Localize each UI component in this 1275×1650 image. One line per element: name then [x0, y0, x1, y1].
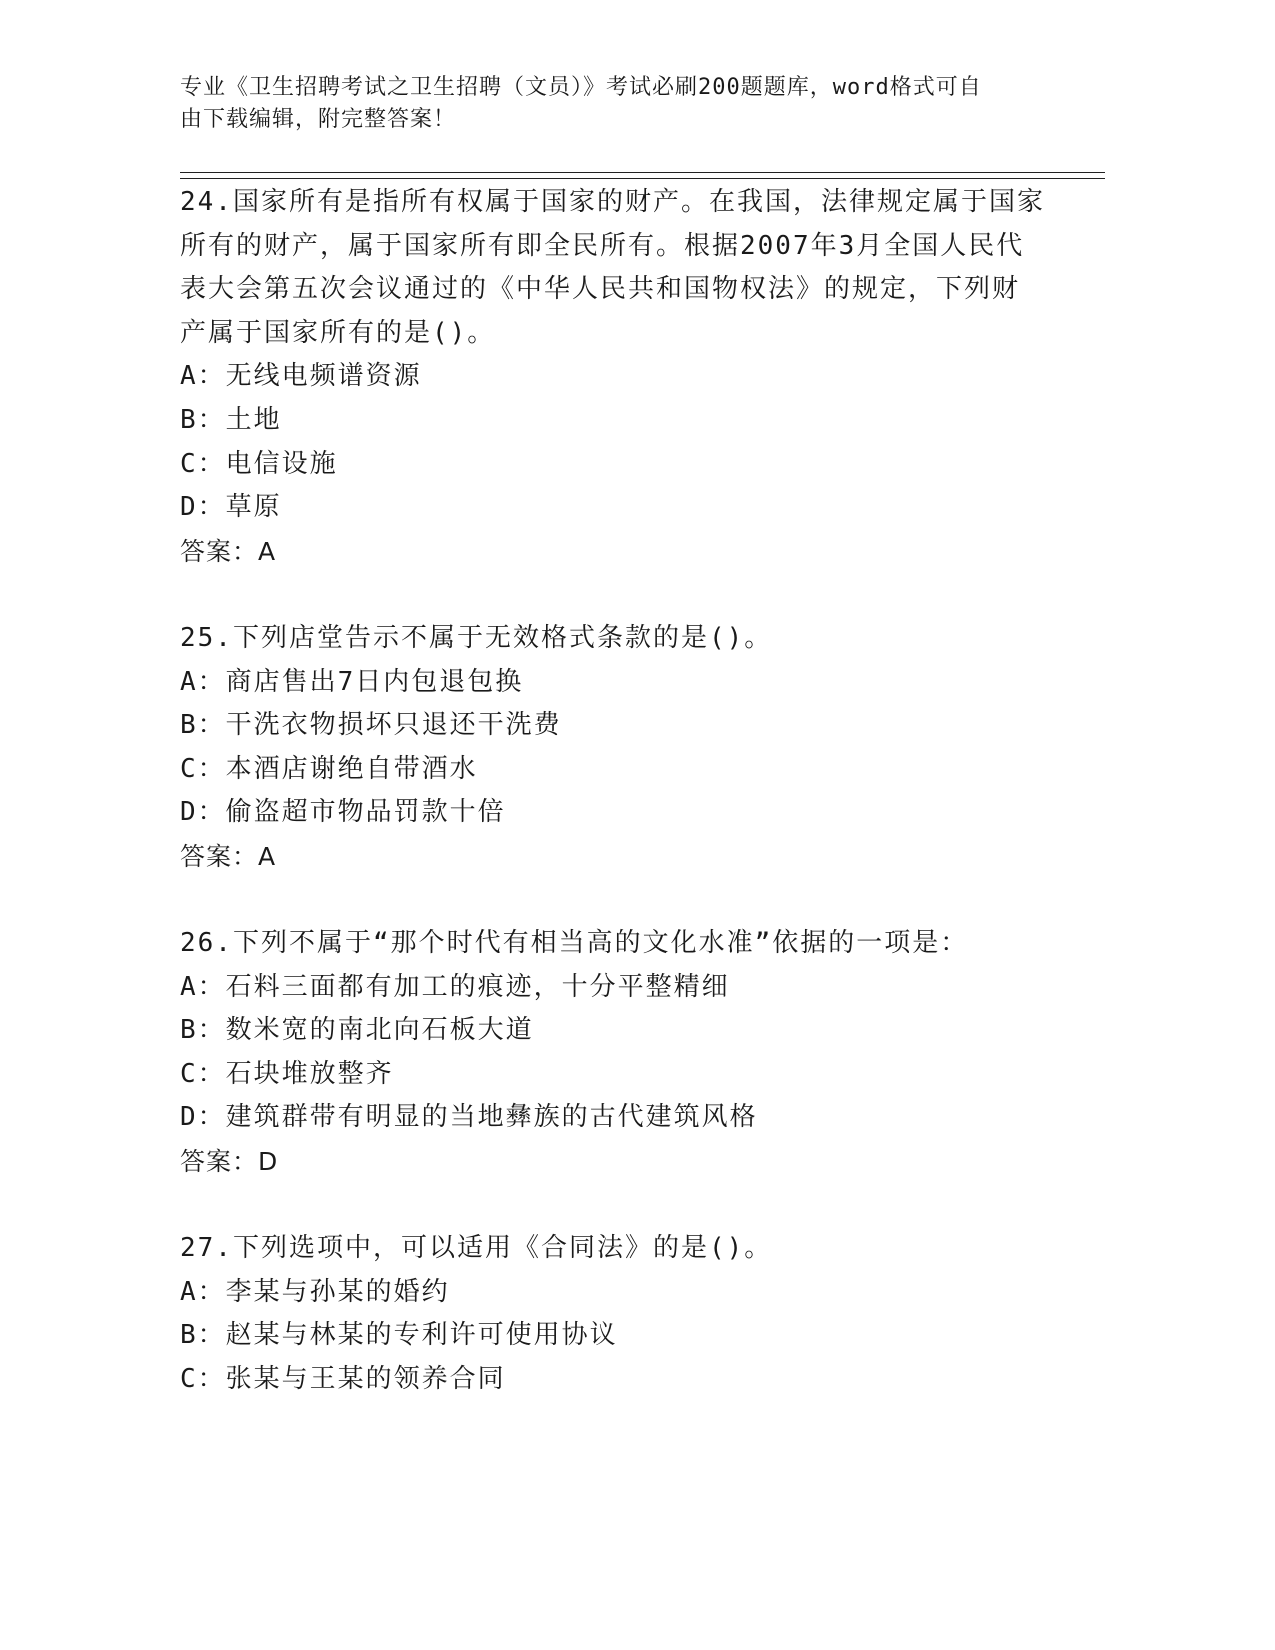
header-line-1: 专业《卫生招聘考试之卫生招聘（文员）》考试必刷200题题库，word格式可自 [180, 75, 982, 100]
stem-line: 产属于国家所有的是()。 [180, 317, 496, 348]
option-a: A：李某与孙某的婚约 [180, 1276, 450, 1307]
option-c: C：张某与王某的领养合同 [180, 1364, 506, 1395]
stem-line: 表大会第五次会议通过的《中华人民共和国物权法》的规定，下列财 [180, 274, 1021, 305]
option-b: B：数米宽的南北向石板大道 [180, 1015, 534, 1046]
option-b: B：赵某与林某的专利许可使用协议 [180, 1320, 618, 1351]
option-d: D：建筑群带有明显的当地彝族的古代建筑风格 [180, 1102, 758, 1133]
question-stem [180, 617, 1080, 661]
document-header [180, 72, 1040, 136]
answer-line: 答案：A [180, 841, 277, 871]
question-spacer [180, 573, 1080, 617]
stem-line: 25.下列店堂告示不属于无效格式条款的是()。 [180, 622, 773, 653]
stem-line: 26.下列不属于“那个时代有相当高的文化水准”依据的一项是： [180, 928, 969, 959]
question-27 [180, 1227, 1080, 1401]
answer-line: 答案：A [180, 536, 277, 566]
option-c: C：石块堆放整齐 [180, 1058, 394, 1089]
question-26 [180, 922, 1080, 1184]
option-b: B：干洗衣物损坏只退还干洗费 [180, 710, 562, 741]
question-24 [180, 181, 1080, 573]
option-d: D：草原 [180, 492, 282, 523]
option-b: B：土地 [180, 404, 282, 435]
option-d: D：偷盗超市物品罚款十倍 [180, 797, 506, 828]
question-stem [180, 922, 1080, 966]
stem-line: 24.国家所有是指所有权属于国家的财产。在我国，法律规定属于国家 [180, 187, 1045, 217]
stem-line: 27.下列选项中，可以适用《合同法》的是()。 [180, 1233, 773, 1264]
answer-line: 答案：D [180, 1147, 279, 1177]
stem-line: 所有的财产，属于国家所有即全民所有。根据2007年3月全国人民代 [180, 230, 1025, 261]
option-c: C：电信设施 [180, 448, 338, 479]
question-stem [180, 1227, 1080, 1271]
header-rule-bottom [180, 178, 1105, 179]
option-c: C：本酒店谢绝自带酒水 [180, 753, 478, 784]
option-a: A：石料三面都有加工的痕迹，十分平整精细 [180, 971, 730, 1002]
question-stem [180, 181, 1080, 355]
option-a: A：商店售出7日内包退包换 [180, 666, 524, 697]
question-25 [180, 617, 1080, 879]
question-spacer [180, 1184, 1080, 1228]
header-line-2: 由下载编辑，附完整答案！ [180, 107, 457, 132]
header-rule-top [180, 172, 1105, 173]
question-list [180, 181, 1080, 1402]
question-spacer [180, 879, 1080, 923]
option-a: A：无线电频谱资源 [180, 361, 422, 392]
